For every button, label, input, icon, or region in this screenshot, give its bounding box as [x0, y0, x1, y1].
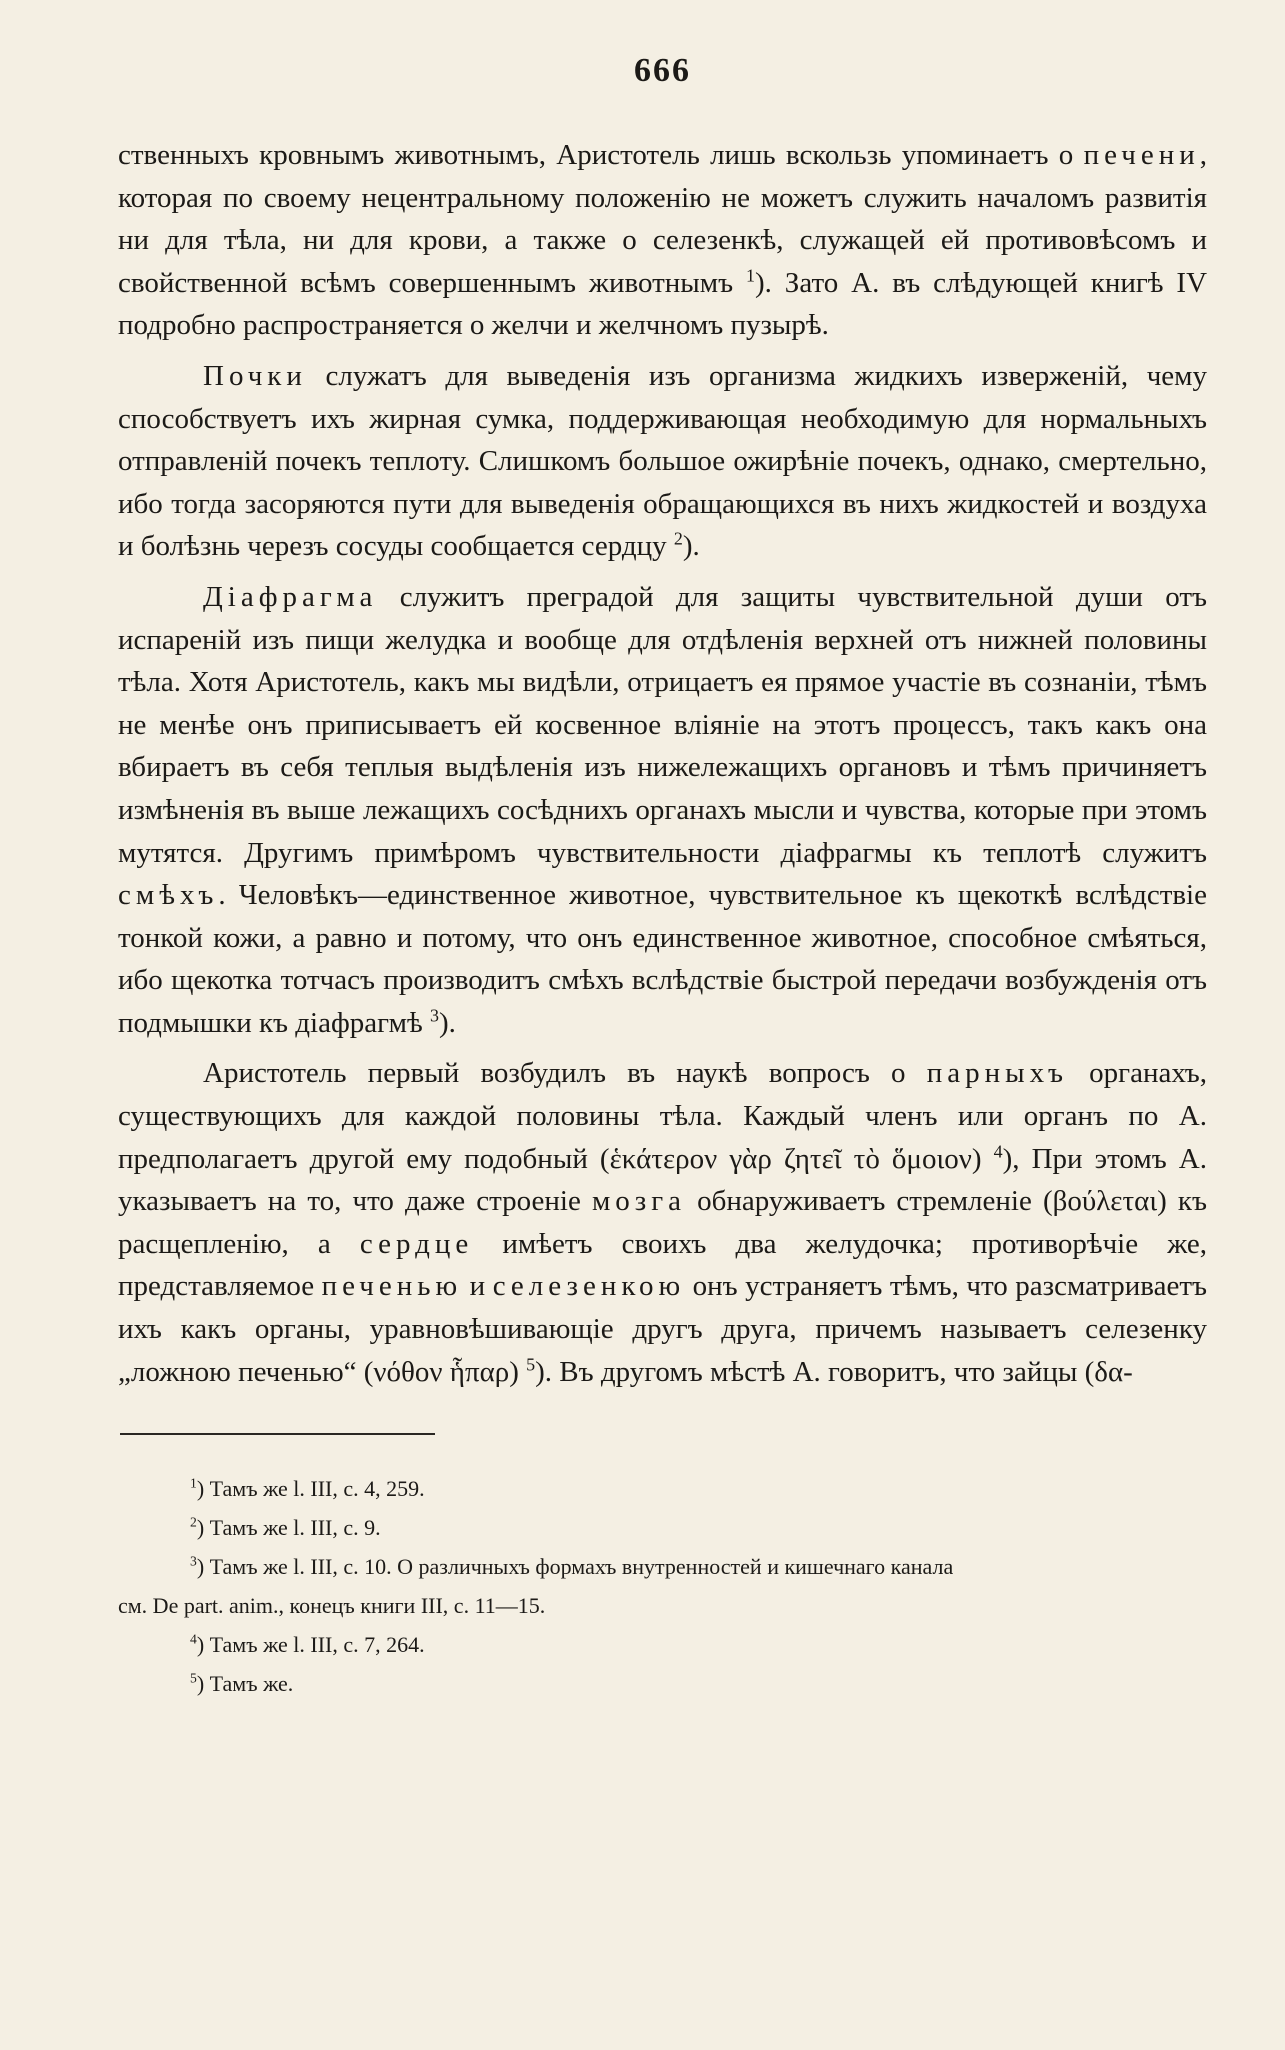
- footnote-ref: 1: [746, 265, 755, 286]
- spaced-emphasis: парныхъ: [926, 1057, 1068, 1090]
- spaced-emphasis: Почки: [203, 359, 307, 392]
- body-text: [118, 134, 1207, 1393]
- text-run: Аристотель первый возбудилъ въ наукѣ вопросъ о: [203, 1057, 927, 1090]
- text-run: ственныхъ кровнымъ животнымъ, Аристотель лишь вскользь упоминаетъ о: [118, 139, 1084, 171]
- page-number: 666: [634, 52, 691, 89]
- footnote-ref: 3: [430, 1005, 439, 1026]
- text-run: органахъ, существующихъ для каждой половины тѣла. Каждый членъ или органъ по А. предполагаетъ другой ему подобный (ἑκάτερον γὰρ ζητεῖ τὸ ὅμοιον): [118, 1057, 1207, 1175]
- spaced-emphasis: печенью: [321, 1270, 463, 1303]
- footnote-rule: [120, 1433, 435, 1435]
- footnote-mark: 3: [190, 1553, 197, 1569]
- paragraph: [118, 355, 1207, 568]
- text-run: . Человѣкъ—единственное животное, чувствительное къ щекоткѣ вслѣдствіе тонкой кожи, а равно и потому, что онъ единственное животное, способное смѣяться, ибо щекотка тотчасъ производитъ смѣхъ вслѣдствіе быстрой передачи возбужденія отъ подмышки къ діафрагмѣ: [118, 879, 1207, 1039]
- footnote: [190, 1625, 1207, 1664]
- spaced-emphasis: печени: [1083, 139, 1200, 171]
- spaced-emphasis: Діафрагма: [203, 580, 378, 613]
- text-run: ), При этомъ А. указываетъ на то, что даже строеніе: [118, 1142, 1207, 1218]
- footnote: [190, 1508, 1207, 1547]
- text-run: имѣетъ своихъ два желудочка; противорѣчіе же, представляемое: [118, 1227, 1207, 1303]
- footnote-ref: 4: [993, 1141, 1003, 1161]
- footnote-text: ) Тамъ же l. III, c. 4, 259.: [196, 1476, 425, 1502]
- footnote-text: ) Тамъ же l. III, c. 9.: [196, 1515, 381, 1541]
- text-run: ).: [439, 1006, 456, 1039]
- spaced-emphasis: сердце: [359, 1227, 474, 1260]
- footnote-text: ) Тамъ же l. III, c. 7, 264.: [196, 1632, 425, 1658]
- text-run: служитъ преградой для защиты чувствительной души отъ испареній изъ пищи желудка и вообще для отдѣленія верхней отъ нижней половины тѣла. Хотя Аристотель, какъ мы видѣли, отрицаетъ ея прямое участіе въ сознаніи, тѣмъ не менѣе онъ приписываетъ ей косвенное вліяніе на этотъ процессъ, такъ какъ она вбираетъ въ себя теплыя выдѣленія изъ нижележащихъ органовъ и тѣмъ причиняетъ измѣненія въ выше лежащихъ сосѣднихъ органахъ мысли и чувства, которые при этомъ мутятся. Другимъ примѣромъ чувствительности діафрагмы къ теплотѣ служитъ: [118, 580, 1207, 869]
- footnote-ref: 2: [673, 528, 683, 549]
- footnote-text: ) Тамъ же l. III, c. 10. О различныхъ формахъ внутренностей и кишечнаго канала: [196, 1554, 954, 1580]
- footnote-mark: 2: [190, 1514, 197, 1530]
- text-run: ). Въ другомъ мѣстѣ А. говоритъ, что зайцы (δα-: [535, 1355, 1133, 1388]
- paragraph: [118, 576, 1207, 1045]
- spaced-emphasis: мозга: [591, 1185, 687, 1218]
- text-run: служатъ для выведенія изъ организма жидкихъ изверженій, чему способствуетъ ихъ жирная сумка, поддерживающая необходимую для нормальныхъ отправленій почекъ теплоту. Слишкомъ большое ожирѣніе почекъ, однако, смертельно, ибо тогда засоряются пути для выведенія обращающихся въ нихъ жидкостей и воздуха и болѣзнь черезъ сосуды сообщается сердцу: [118, 359, 1207, 563]
- footnotes: [118, 1469, 1207, 1703]
- text-run: ). Зато А. въ слѣдующей книгѣ IV подробно распространяется о желчи и желчномъ пузырѣ.: [118, 266, 1208, 342]
- text-run: ).: [682, 530, 700, 563]
- text-run: онъ устраняетъ тѣмъ, что разсматриваетъ ихъ какъ органы, уравновѣшивающіе другъ друга, причемъ называетъ селезенку „ложною печенью“ (νόθον ἧπαρ): [118, 1270, 1207, 1388]
- spaced-emphasis: селезенкою: [492, 1270, 686, 1303]
- text-run: , которая по своему нецентральному положенію не можетъ служить началомъ развитія ни для тѣла, ни для крови, а также о селезенкѣ, служащей ей противовѣсомъ и свойственной всѣмъ совершеннымъ животнымъ: [118, 139, 1207, 299]
- footnote-continuation: [118, 1586, 1207, 1625]
- text-run: обнаруживаетъ стремленіе (βούλεται) къ расщепленію, а: [118, 1185, 1207, 1260]
- paragraph: [118, 134, 1207, 347]
- text-run: и: [462, 1270, 493, 1303]
- footnote-ref: 5: [526, 1353, 536, 1374]
- footnote: [190, 1664, 1207, 1703]
- footnote-text: см. De part. anim., конецъ книги III, c. 11—15.: [118, 1593, 546, 1619]
- footnote-mark: 1: [190, 1475, 197, 1491]
- footnote-mark: 4: [190, 1631, 197, 1647]
- spaced-emphasis: смѣхъ: [118, 879, 219, 912]
- footnote: [190, 1469, 1207, 1508]
- footnote-text: ) Тамъ же.: [196, 1671, 294, 1697]
- footnote-mark: 5: [190, 1670, 197, 1686]
- footnote: [190, 1547, 1207, 1586]
- paragraph: [118, 1052, 1207, 1393]
